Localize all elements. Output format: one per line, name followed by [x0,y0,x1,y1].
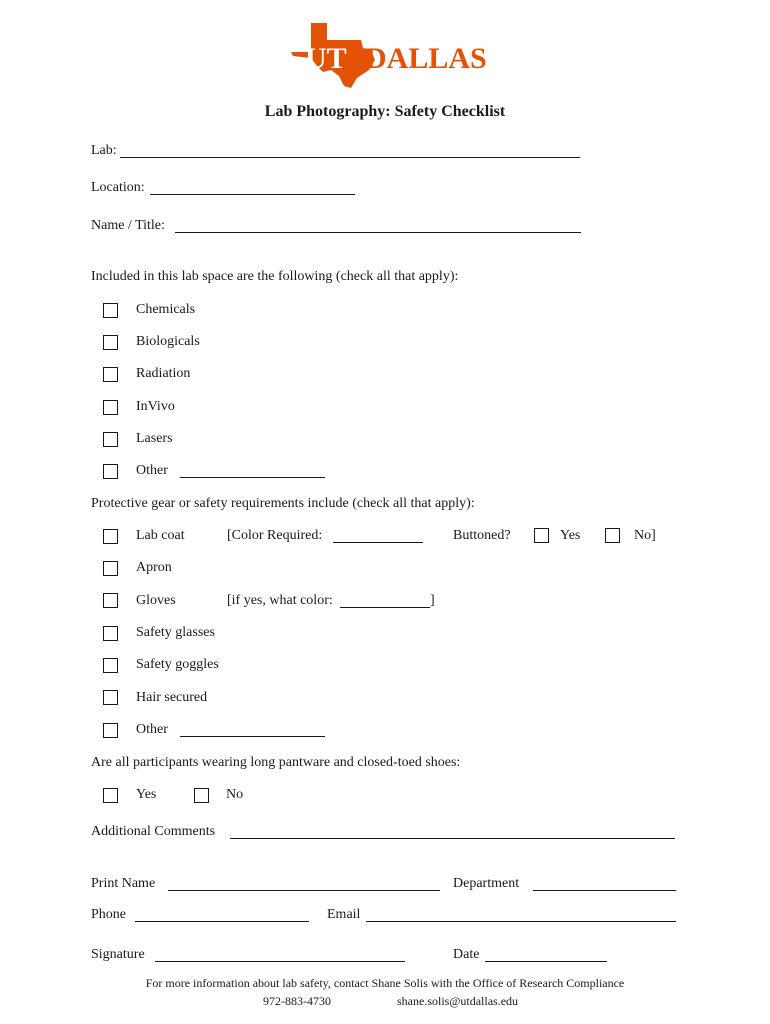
buttoned-label: Buttoned? [453,528,511,543]
color-required-field[interactable] [333,542,423,543]
invivo-label: InVivo [136,399,175,414]
glove-color-field[interactable] [340,607,430,608]
checkbox-apron[interactable] [103,561,118,576]
other-space-field[interactable] [180,477,325,478]
phone-field[interactable] [135,921,309,922]
location-label: Location: [91,180,145,195]
email-label: Email [327,907,361,922]
safety-glasses-label: Safety glasses [136,625,215,640]
other-space-label: Other [136,463,168,478]
print-name-label: Print Name [91,876,156,891]
safety-goggles-label: Safety goggles [136,657,219,672]
checkbox-buttoned-yes[interactable] [534,528,549,543]
page-title: Lab Photography: Safety Checklist [264,103,506,120]
section2-prompt: Protective gear or safety requirements include (check all that apply): [91,496,475,511]
utd-logo [289,20,487,92]
additional-comments-label: Additional Comments [91,824,216,839]
checkbox-lab-coat[interactable] [103,529,118,544]
additional-comments-field[interactable] [230,838,675,839]
footer-phone: 972-883-4730 [263,994,331,1008]
checkbox-safety-goggles[interactable] [103,658,118,673]
name-title-label: Name / Title: [91,218,165,233]
signature-field[interactable] [155,961,405,962]
date-label: Date [453,947,480,962]
phone-label: Phone [91,907,126,922]
checkbox-safety-glasses[interactable] [103,626,118,641]
section1-prompt: Included in this lab space are the following (check all that apply): [91,269,459,284]
footwear-no-label: No [226,787,244,802]
apron-label: Apron [136,560,172,575]
date-field[interactable] [485,961,607,962]
footer-email[interactable]: shane.solis@utdallas.edu [397,994,519,1008]
buttoned-no-label: No] [634,528,656,543]
checkbox-footwear-no[interactable] [194,788,209,803]
checkbox-invivo[interactable] [103,400,118,415]
checkbox-chemicals[interactable] [103,303,118,318]
gloves-label: Gloves [136,593,176,608]
hair-secured-label: Hair secured [136,690,208,705]
radiation-label: Radiation [136,366,191,381]
checkbox-gloves[interactable] [103,593,118,608]
department-label: Department [453,876,520,891]
email-field[interactable] [366,921,676,922]
biologicals-label: Biologicals [136,334,200,349]
print-name-field[interactable] [168,890,440,891]
footer-info: For more information about lab safety, contact Shane Solis with the Office of Research Compliance [145,976,625,990]
checkbox-other-space[interactable] [103,464,118,479]
checkbox-footwear-yes[interactable] [103,788,118,803]
glove-color-close: ] [430,593,435,608]
checkbox-radiation[interactable] [103,367,118,382]
logo-ut-text: UT [305,42,347,75]
lasers-label: Lasers [136,431,173,446]
department-field[interactable] [533,890,676,891]
checkbox-other-gear[interactable] [103,723,118,738]
checkbox-lasers[interactable] [103,432,118,447]
glove-color-label: [if yes, what color: [227,593,333,608]
lab-field[interactable] [120,157,580,158]
checkbox-biologicals[interactable] [103,335,118,350]
lab-coat-label: Lab coat [136,528,185,543]
lab-label: Lab: [91,143,117,158]
section3-prompt: Are all participants wearing long pantware and closed-toed shoes: [91,755,461,770]
footwear-yes-label: Yes [136,787,157,802]
name-title-field[interactable] [175,232,581,233]
logo-dallas-text: DALLAS [365,42,487,75]
other-gear-label: Other [136,722,168,737]
chemicals-label: Chemicals [136,302,196,317]
color-required-label: [Color Required: [227,528,323,543]
checkbox-buttoned-no[interactable] [605,528,620,543]
checkbox-hair-secured[interactable] [103,690,118,705]
signature-label: Signature [91,947,145,962]
buttoned-yes-label: Yes [560,528,581,543]
other-gear-field[interactable] [180,736,325,737]
location-field[interactable] [150,194,355,195]
